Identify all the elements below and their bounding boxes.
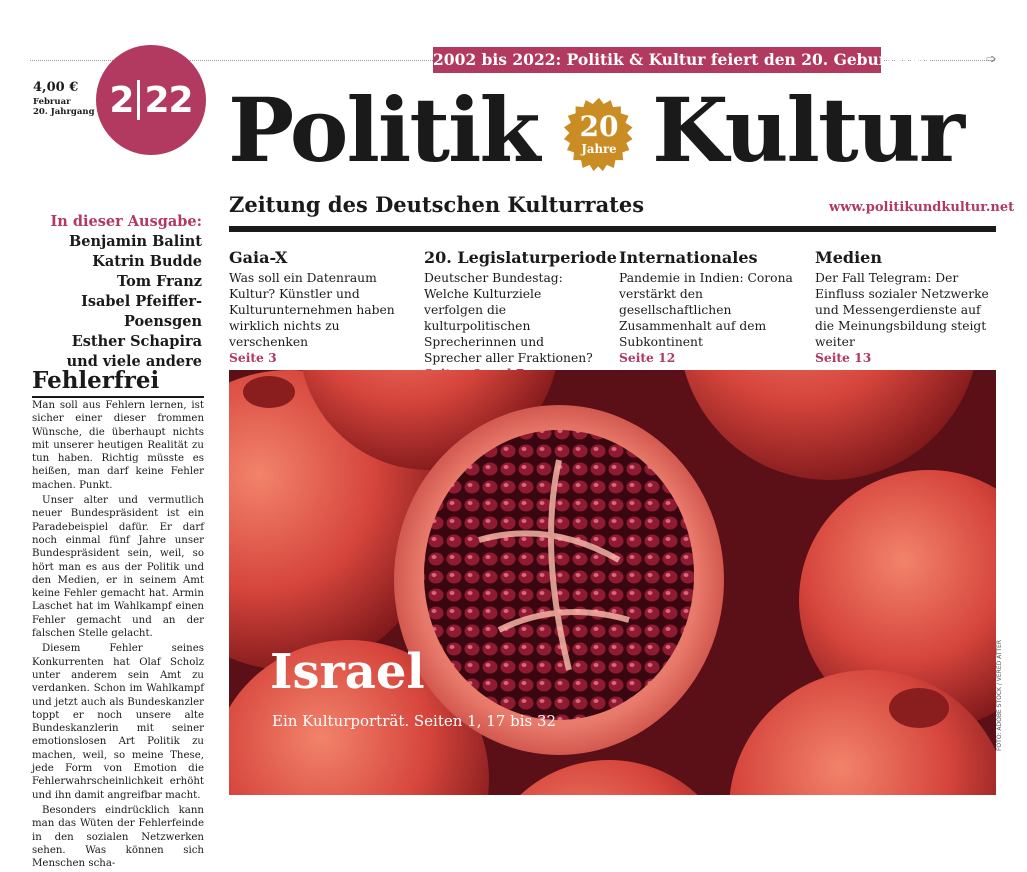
issue-year: 22 bbox=[144, 79, 193, 121]
teaser-heading: 20. Legislaturperiode bbox=[424, 248, 617, 267]
anniversary-banner: 2002 bis 2022: Politik & Kultur feiert den 20. Geburtstag bbox=[433, 47, 881, 73]
in-this-issue bbox=[30, 212, 202, 372]
cover-title: Israel bbox=[270, 644, 425, 700]
teaser-page[interactable]: Seite 3 bbox=[229, 350, 277, 365]
teaser-page[interactable]: Seite 12 bbox=[619, 350, 676, 365]
editorial-text bbox=[32, 399, 204, 872]
masthead-rule bbox=[229, 226, 996, 232]
contributor-name: Tom Franz bbox=[116, 273, 202, 290]
pomegranate-image bbox=[229, 370, 996, 795]
issue-number: 2 bbox=[109, 79, 134, 121]
price: 4,00 € bbox=[33, 80, 79, 95]
teaser-text: Deutscher Bundestag: Welche Kulturziele verfolgen die kulturpolitischen Sprecherinnen und Sprecher aller Fraktionen? bbox=[424, 271, 593, 365]
teaser-legislaturperiode[interactable] bbox=[424, 248, 617, 382]
website-link[interactable]: www.politikundkultur.net bbox=[829, 200, 1015, 215]
teaser-page[interactable]: Seite 13 bbox=[815, 350, 872, 365]
issue-badge bbox=[96, 45, 206, 155]
teaser-heading: Medien bbox=[815, 248, 882, 267]
teaser-gaia-x[interactable] bbox=[229, 248, 409, 366]
editorial-rule bbox=[32, 396, 204, 398]
photo-credit: FOTO: ADOBE STOCK / VERED ATTER bbox=[996, 640, 1003, 752]
seal-word: Jahre bbox=[581, 142, 617, 157]
contributor-name: und viele andere bbox=[66, 353, 202, 370]
seal-number: 20 bbox=[579, 110, 619, 143]
masthead-title-left: Politik bbox=[228, 78, 539, 182]
teaser-internationales[interactable] bbox=[619, 248, 799, 366]
teaser-text: Pandemie in Indien: Corona verstärkt den gesellschaftlichen Zusammenhalt auf dem Subkontinent bbox=[619, 271, 793, 349]
contributor-name: Benjamin Balint bbox=[68, 233, 202, 250]
teaser-medien[interactable] bbox=[815, 248, 995, 366]
issue-date bbox=[33, 97, 95, 117]
teaser-heading: Internationales bbox=[619, 248, 758, 267]
cover-photo[interactable] bbox=[229, 370, 996, 795]
editorial-paragraph: Man soll aus Fehlern lernen, ist sicher einer dieser frommen Wünsche, die überhaupt nichts mit unserer heutigen Realität zu tun haben. Richtig müsste es heißen, man darf keine Fehler machen. Punkt. bbox=[32, 400, 204, 491]
masthead-subtitle: Zeitung des Deutschen Kulturrates bbox=[229, 192, 645, 217]
contributor-name: Katrin Budde bbox=[92, 253, 202, 270]
issue-month: Februar bbox=[33, 97, 71, 107]
editorial-paragraph: Diesem Fehler seines Konkurrenten hat Olaf Scholz unter anderem sein Amt zu verdanken. Schon im Wahlkampf und jetzt auch als Bundeskanzler toppt er noch unsere alte Bundeskanzlerin mit seiner emotionslosen Art Politik zu machen, weil, so meine These, jede Form von Emotion die Fehlerwahrscheinlichkeit erhöht und ihn damit angreifbar macht. bbox=[32, 643, 204, 801]
cover-subtitle: Ein Kulturporträt. Seiten 1, 17 bis 32 bbox=[272, 712, 557, 730]
editorial-heading: Fehlerfrei bbox=[32, 367, 160, 394]
in-this-issue-heading: In dieser Ausgabe: bbox=[50, 213, 202, 230]
masthead-title-right: Kultur bbox=[652, 78, 963, 182]
anniversary-seal-icon bbox=[560, 97, 638, 175]
pomegranate-crown bbox=[243, 376, 295, 408]
arrow-right-icon: ➩ bbox=[986, 52, 997, 67]
teaser-heading: Gaia-X bbox=[229, 248, 288, 267]
contributor-name: Isabel Pfeiffer-Poensgen bbox=[81, 293, 202, 330]
teaser-text: Der Fall Telegram: Der Einfluss sozialer Netzwerke und Messengerdienste auf die Meinungsbildung steigt weiter bbox=[815, 271, 989, 349]
issue-volume: 20. Jahrgang bbox=[33, 107, 95, 117]
teaser-text: Was soll ein Datenraum Kultur? Künstler und Kulturunternehmen haben wirklich nichts zu verschenken bbox=[229, 271, 395, 349]
contributor-name: Esther Schapira bbox=[71, 333, 202, 350]
editorial-paragraph: Besonders eindrücklich kann man das Wüten der Fehlerfeinde in den sozialen Netzwerken sehen. Was können sich Menschen scha- bbox=[32, 804, 204, 870]
editorial-paragraph: Unser alter und vermutlich neuer Bundespräsident ist ein Paradebeispiel dafür. Er darf noch einmal fünf Jahre unser Bundespräsident sein, weil, so hört man es aus der Politik und den Medien, er in seinem Amt keine Fehler gemacht hat. Armin Laschet hat im Wahlkampf einen Fehler gemacht und an der falschen Stelle gelacht. bbox=[32, 495, 204, 640]
pomegranate-crown bbox=[889, 688, 949, 728]
issue-separator bbox=[137, 80, 140, 120]
